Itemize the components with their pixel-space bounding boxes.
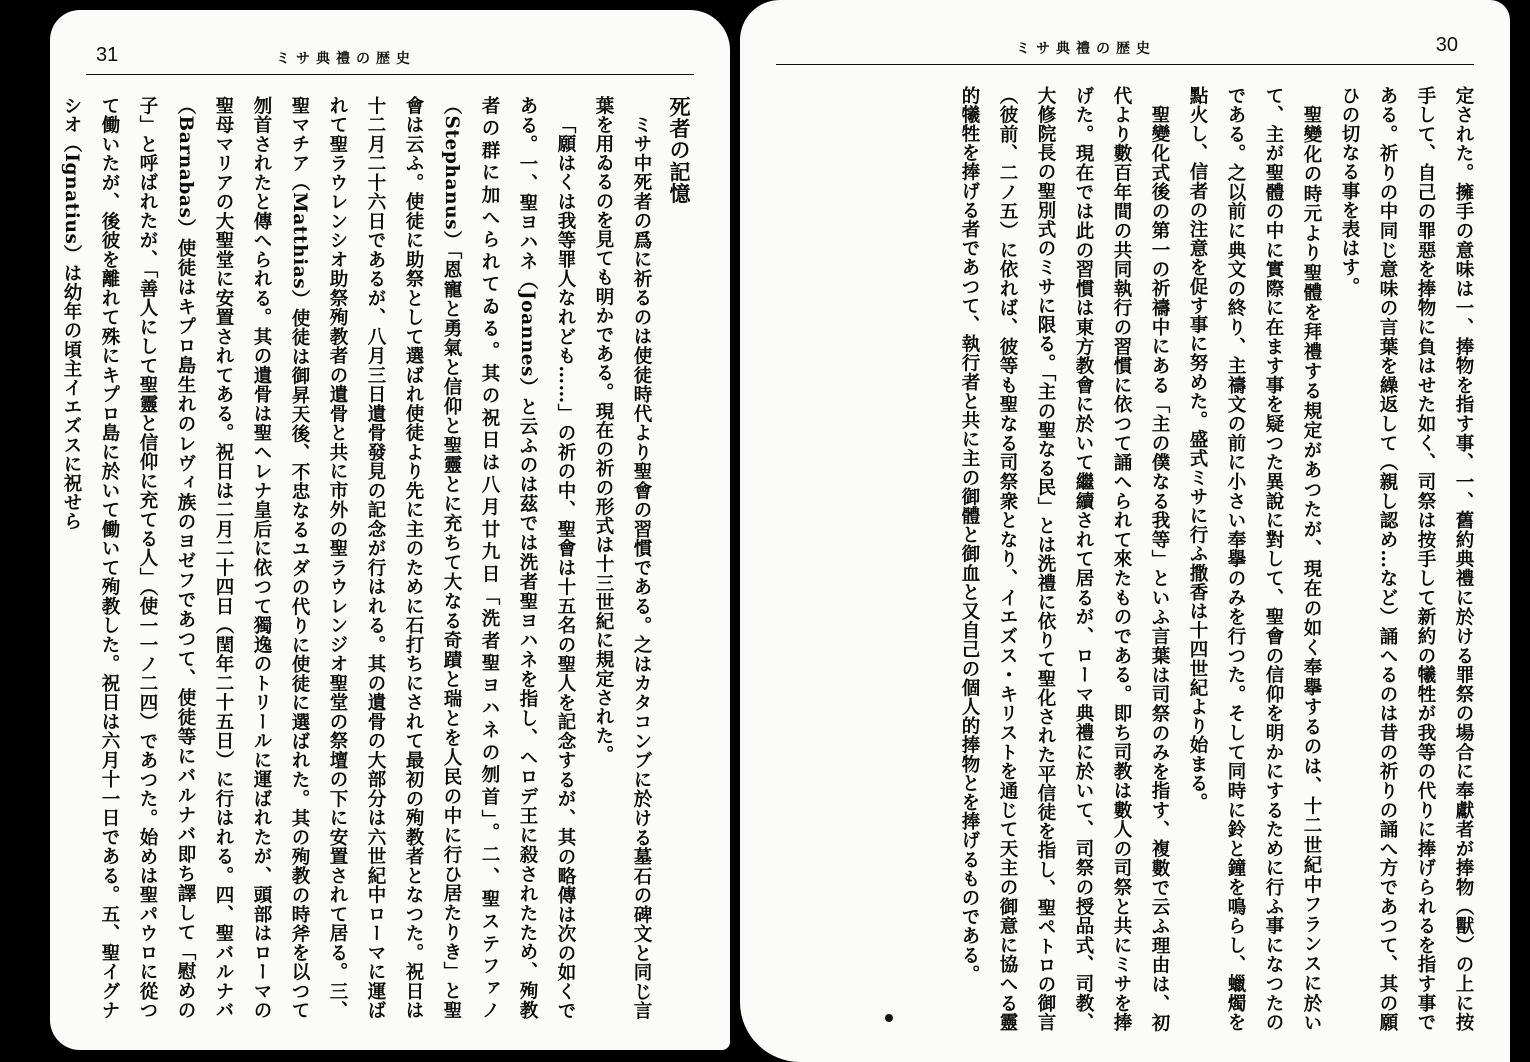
right-page	[740, 0, 1510, 1062]
body-text	[796, 86, 1482, 1032]
body-text	[61, 96, 698, 1020]
running-title: ミサ典禮の歴史	[1016, 41, 1156, 57]
page-number: 30	[1435, 34, 1458, 56]
paragraph: 聖變化式後の第一の祈禱中にある「主の僕なる我等」といふ言葉は司祭のみを指す、複數で云ふ理由は、初代より數百年間の共同執行の習慣に依つて誦へられて來たものである。即ち司教は數人の司祭と共にミサを捧げた。現在では此の習慣は東方教會に於いて繼續されて居るが、ローマ典禮に於いて、司祭の授品式、司教、大修院長の聖別式のミサに限る。「主の聖なる民」とは洗禮に依りて聖化された平信徒を指し、聖ペトロの御言（彼前、二ノ五）に依れば、彼等も聖なる司祭衆となり、イエズス・キリストを通じて天主の御意に協へる靈的犧牲を捧げる者であつて、執行者と共に主の御體と御血と又自己の個人的捧物とを捧げるものである。	[959, 86, 1170, 1032]
paragraph: 「願はくは我等罪人なれども……」の祈の中、聖會は十五名の聖人を記念するが、其の略傳は次の如くである。一、聖ヨハネ（Joannes）と云ふのは茲では洗者聖ヨハネを指し、ヘロデ王に殺されたため、殉教者の群に加へられてゐる。其の祝日は八月廿九日「洗者聖ヨハネの刎首」。二、聖ステファノ（Stephanus）「恩寵と勇氣と信仰と聖靈とに充ちて大なる奇蹟と瑞とを人民の中に行ひ居たりき」と聖會は云ふ。使徒に助祭として選ばれ使徒より先に主のために石打ちにされて最初の殉教者となつた。祝日は十二月二十六日であるが、八月三日遺骨發見の記念が行はれる。其の遺骨の大部分は六世紀中ローマに運ばれて聖ラウレンシオ助祭殉教者の遺骨と共に市外の聖ラウレンジオ聖堂の祭壇の下に安置されて居る。三、聖マチア（Matthias）使徒は御昇天後、不忠なるユダの代りに使徒に選ばれた。其の殉教の時斧を以つて刎首されたと傳へられる。其の遺骨は聖ヘレナ皇后に依つて獨逸のトリールに運ばれたが、頭部はローマの聖母マリアの大聖堂に安置されてある。祝日は二月二十四日（閏年二十五日）に行はれる。四、聖バルナバ（Barnabas）使徒はキプロ島生れのレヴィ族のヨゼフであつて、使徒等にバルナバ即ち譯して「慰めの子」と呼ばれたが、「善人にして聖靈と信仰に充てる人」（使一一ノ二四）であつた。始めは聖パウロに從つて働いたが、後彼を離れて殊にキプロ島に於いて働いて殉教した。祝日は六月十一日である。五、聖イグナシオ（Ignatius）は幼年の頃主イエズスに祝せら	[61, 96, 576, 1020]
section-heading: 死者の記憶	[667, 96, 692, 204]
running-title: ミサ典禮の歴史	[276, 51, 416, 67]
paragraph: 聖變化の時元より聖體を拜禮する規定があつたが、現在の如く奉擧するのは、十二世紀中フランスに於いて、主が聖體の中に實際に在ます事を疑つた異說に對して、聖會の信仰を明かにするために行ふ事になつたのである。之以前に典文の終り、主禱文の前に小さい奉擧のみを行つた。そして同時に鈴と鐘を鳴らし、蠟燭を點火し、信者の注意を促す事に努めた。盛式ミサに行ふ撒香は十四世紀より始まる。	[1187, 86, 1322, 1032]
paragraph: ミサ中死者の爲に祈るのは使徒時代より聖會の習慣である。之はカタコンブに於ける墓石の碑文と同じ言葉を用ゐるのを見ても明かである。現在の祈の形式は十三世紀に規定された。	[593, 96, 652, 1020]
left-page	[50, 10, 730, 1050]
page-header	[776, 34, 1474, 65]
ink-dot	[885, 1014, 893, 1022]
page-number: 31	[96, 44, 119, 66]
page-header	[86, 44, 694, 75]
paragraph: 定された。擁手の意味は一、捧物を指す事、一、舊約典禮に於ける罪祭の場合に奉獻者が捧物（獸）の上に按手して、自己の罪惡を捧物に負はせた如く、司祭は按手して新約の犧牲が我等の代りに捧げられるを指す事である。祈りの中同じ意味の言葉を繰返して（親し認め…など）誦へるのは昔の祈りの誦へ方であつて、其の願ひの切なる事を表はす。	[1339, 86, 1474, 1032]
